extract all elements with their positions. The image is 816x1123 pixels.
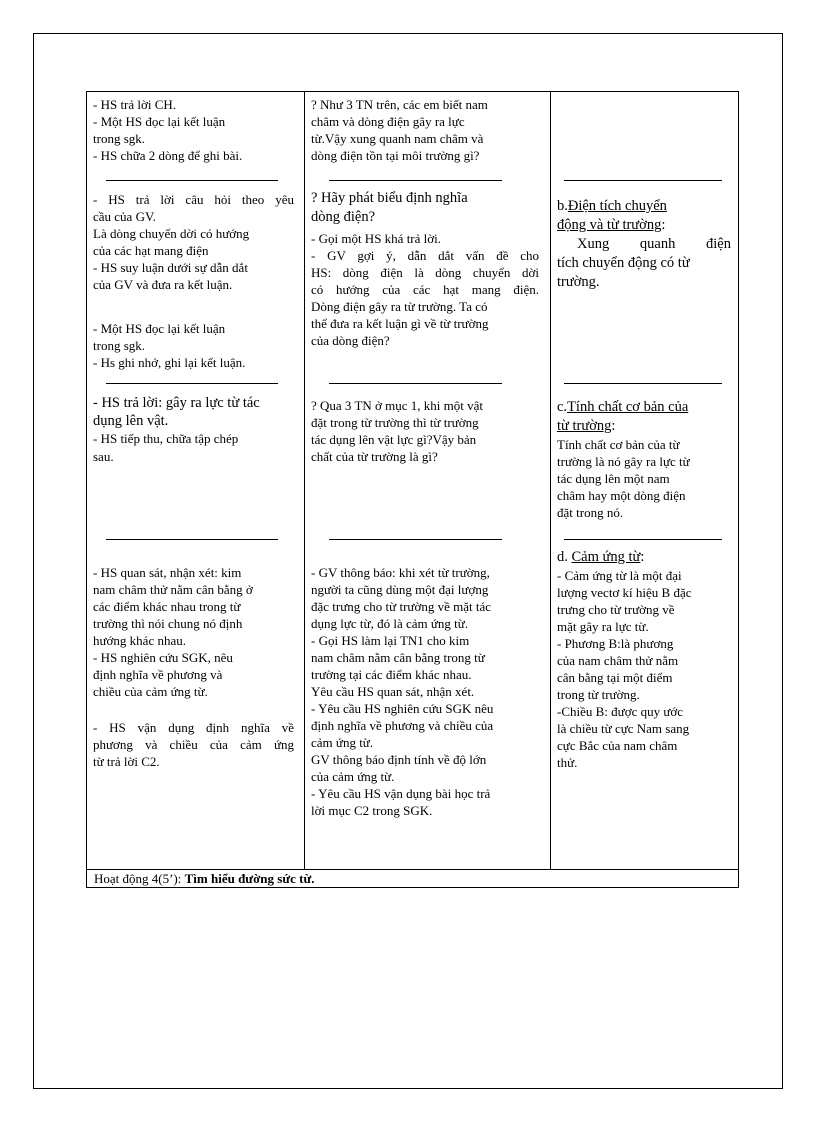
text-line: trong sgk. (93, 131, 145, 146)
text-line: từ.Vậy xung quanh nam châm và (311, 131, 484, 146)
row3-teacher-activity (311, 397, 483, 465)
text-line: cầu của GV. (93, 209, 156, 224)
row-separator (329, 383, 502, 384)
row2-content (557, 197, 731, 292)
text-line: - Yêu cầu HS vận dụng bài học trả (311, 786, 491, 801)
section-heading (557, 417, 690, 436)
text-line: - Một HS đọc lại kết luận (93, 114, 226, 129)
section-prefix: d. (557, 549, 572, 565)
section-title: Tính chất cơ bản của (567, 399, 689, 415)
row4-student-application (93, 719, 294, 770)
text-line: cảm ứng từ. (311, 735, 374, 750)
text-line: ? Hãy phát biểu định nghĩa (311, 190, 468, 206)
text-line: - Một HS đọc lại kết luận (93, 321, 226, 336)
text-line: - HS nghiên cứu SGK, nêu (93, 650, 233, 665)
text-line: mặt gây ra lực từ. (557, 619, 649, 634)
text-line: lời mục C2 trong SGK. (311, 803, 433, 818)
text-line: dòng điện tồn tại môi trường gì? (311, 148, 480, 163)
text-line: tác dụng lên một nam (557, 471, 670, 486)
row-separator (329, 180, 502, 181)
text-line: - Cảm ứng từ là một đại (557, 568, 682, 583)
section-title: Cảm ứng từ (571, 549, 641, 565)
text-line: lượng vectơ kí hiệu B đặc (557, 585, 692, 600)
text-line: của cảm ứng từ. (311, 769, 395, 784)
text-line: của nam châm thử nằm (557, 653, 679, 668)
text-line: đặc trưng cho từ trường về mặt tác (311, 599, 491, 614)
text-line: phương và chiều của cảm ứng (93, 737, 294, 752)
text-line: dụng lên vật. (93, 413, 169, 429)
row2-teacher-question (311, 189, 468, 227)
activity-heading (94, 871, 315, 887)
text-line: trường tại các điểm khác nhau. (311, 667, 472, 682)
text-line: dụng lực từ, đó là cảm ứng từ. (311, 616, 469, 631)
row-separator (106, 539, 278, 540)
text-line: có hướng của các hạt mang điện. (311, 282, 539, 297)
text-line: - Gọi HS làm lại TN1 cho kim (311, 633, 470, 648)
row-separator (106, 180, 278, 181)
text-line: sau. (93, 449, 114, 464)
row4-teacher-activity (311, 564, 493, 819)
text-line: của dòng điện? (311, 333, 390, 348)
section-heading (557, 216, 731, 235)
text-line: nam châm nằm cân bằng trong từ (311, 650, 485, 665)
text-line: trường thì nói chung nó định (93, 616, 243, 631)
text-line: Xung quanh điện (577, 236, 731, 252)
text-line: thử. (557, 755, 578, 770)
column-divider (550, 92, 551, 869)
text-line: trong sgk. (93, 338, 145, 353)
text-line: - HS chữa 2 dòng để ghi bài. (93, 148, 243, 163)
section-title: Điện tích chuyển (567, 198, 667, 214)
section-heading (557, 548, 692, 567)
row2-student-activity (93, 191, 294, 293)
text-line: từ trả lời C2. (93, 754, 160, 769)
column-divider (304, 92, 305, 869)
text-line: của các hạt mang điện (93, 243, 209, 258)
text-line: - HS suy luận dưới sự dẫn dắt (93, 260, 248, 275)
activity-title: Tìm hiểu đường sức từ. (184, 871, 315, 886)
text-line: Yêu cầu HS quan sát, nhận xét. (311, 684, 475, 699)
text-line: -Chiều B: được quy ước (557, 704, 684, 719)
row4-student-activity (93, 564, 253, 700)
row1-teacher-activity (311, 96, 488, 164)
row1-student-activity (93, 96, 242, 164)
text-line: của GV và đưa ra kết luận. (93, 277, 233, 292)
row-separator (106, 383, 278, 384)
text-line: các điểm khác nhau trong từ (93, 599, 241, 614)
text-line: ? Như 3 TN trên, các em biết nam (311, 97, 488, 112)
text-line: đặt trong từ trường thì từ trường (311, 415, 479, 430)
text-line: tích chuyển động có từ (557, 255, 690, 271)
text-line: đặt trong nó. (557, 505, 624, 520)
text-line: - HS tiếp thu, chữa tập chép (93, 431, 239, 446)
text-line: tác dụng lên vật lực gì?Vậy bản (311, 432, 477, 447)
text-line: - Yêu cầu HS nghiên cứu SGK nêu (311, 701, 494, 716)
row3-student-activity (93, 394, 260, 466)
text-line: hướng khác nhau. (93, 633, 186, 648)
text-line: thể đưa ra kết luận gì về từ trường (311, 316, 489, 331)
section-suffix: : (640, 549, 645, 565)
text-line: HS: dòng điện là dòng chuyển dời (311, 265, 539, 280)
text-line: - HS quan sát, nhận xét: kim (93, 565, 242, 580)
text-line: Tính chất cơ bản của từ (557, 437, 680, 452)
text-line: - Hs ghi nhớ, ghi lại kết luận. (93, 355, 246, 370)
text-line: người ta cũng dùng một đại lượng (311, 582, 489, 597)
text-line: Là dòng chuyển dời có hướng (93, 226, 250, 241)
row-separator (564, 180, 722, 181)
text-line: trường là nó gây ra lực từ (557, 454, 690, 469)
activity-label: Hoạt động 4(5’): (94, 871, 185, 886)
text-line: - Gọi một HS khá trả lời. (311, 231, 441, 246)
text-line: châm hay một dòng điện (557, 488, 686, 503)
text-line: nam châm thử nằm cân bằng ở (93, 582, 253, 597)
text-line: trưng cho từ trường về (557, 602, 675, 617)
lesson-table (86, 91, 739, 888)
text-line: ? Qua 3 TN ở mục 1, khi một vật (311, 398, 483, 413)
text-line: định nghĩa về phương và (93, 667, 223, 682)
row3-content (557, 398, 690, 521)
text-line: - HS vận dụng định nghĩa về (93, 720, 294, 735)
row2-student-conclusion (93, 320, 245, 371)
row-separator (329, 539, 502, 540)
text-line: cực Bắc của nam châm (557, 738, 678, 753)
text-line: cân bằng tại một điểm (557, 670, 673, 685)
section-heading (557, 197, 731, 216)
section-prefix: b. (557, 198, 568, 214)
text-line: trường. (557, 274, 600, 290)
text-line: - HS trả lời CH. (93, 97, 177, 112)
text-line: - GV thông báo: khi xét từ trường, (311, 565, 490, 580)
text-line: chiều của cảm ứng từ. (93, 684, 208, 699)
row4-content (557, 548, 692, 771)
text-line: là chiều từ cực Nam sang (557, 721, 690, 736)
text-line: - GV gợi ý, dẫn dắt vấn đề cho (311, 248, 539, 263)
text-line: dòng điện? (311, 209, 376, 225)
text-line: châm và dòng điện gây ra lực (311, 114, 465, 129)
text-line: - HS trả lời câu hỏi theo yêu (93, 192, 294, 207)
text-line: Dòng điện gây ra từ trường. Ta có (311, 299, 488, 314)
section-title: động và từ trường (557, 217, 662, 233)
text-line: định nghĩa về phương và chiều của (311, 718, 494, 733)
section-prefix: c. (557, 399, 568, 415)
row2-teacher-activity (311, 230, 539, 349)
text-line: GV thông báo định tính về độ lớn (311, 752, 487, 767)
section-title: từ trường (557, 418, 612, 434)
text-line: chất của từ trường là gì? (311, 449, 438, 464)
text-line: trong từ trường. (557, 687, 640, 702)
row-separator (564, 539, 722, 540)
section-suffix: : (661, 217, 666, 233)
section-heading (557, 398, 690, 417)
row-separator (564, 383, 722, 384)
table-row-divider (87, 869, 738, 870)
text-line: - HS trả lời: gây ra lực từ tác (93, 395, 260, 411)
text-line: - Phương B:là phương (557, 636, 674, 651)
section-suffix: : (611, 418, 616, 434)
